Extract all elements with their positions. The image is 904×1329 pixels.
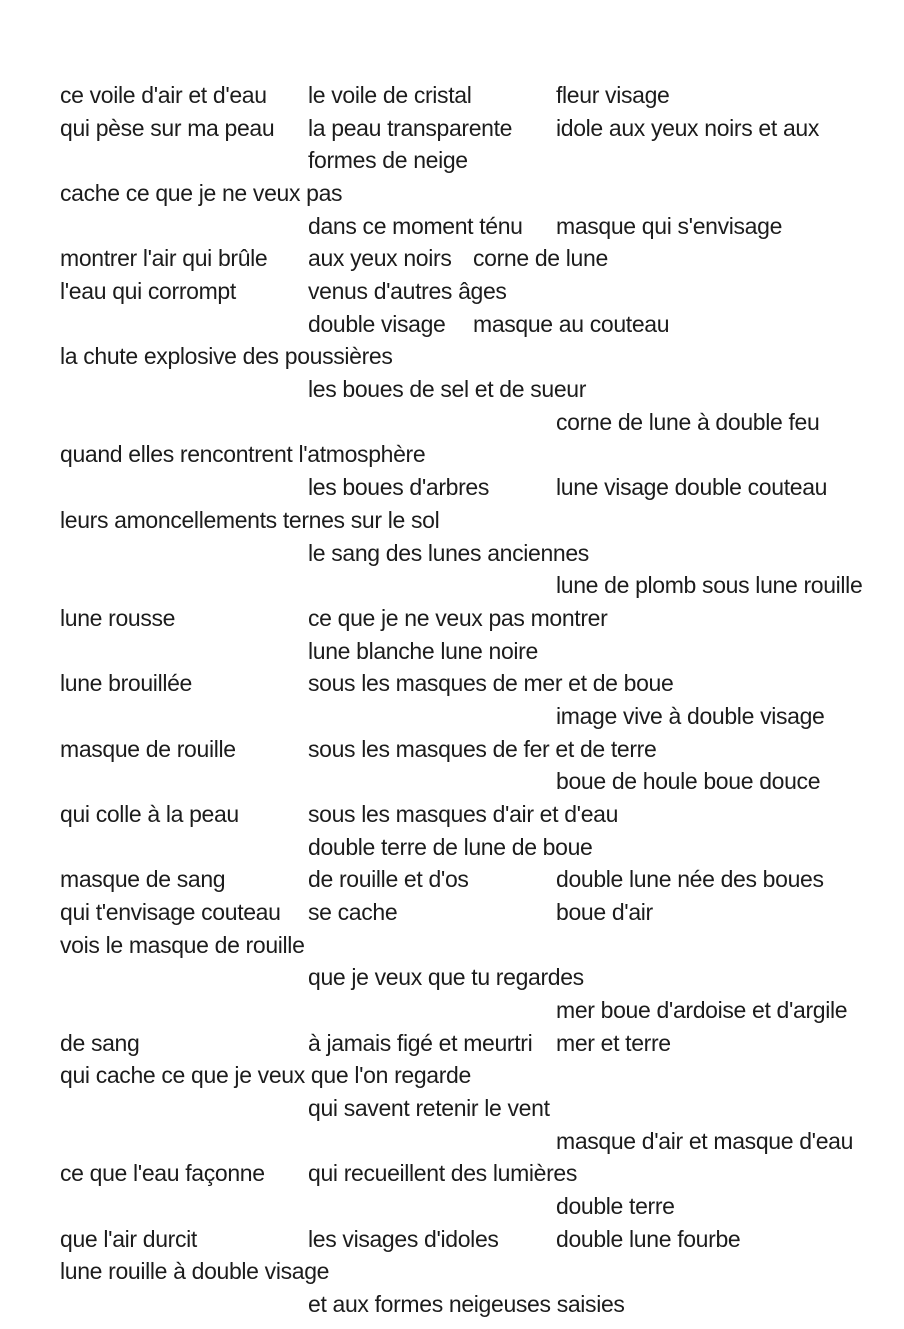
poem-line-segment: dans ce moment ténu [308,212,523,239]
poem-line [0,1159,904,1187]
poem-line-segment: que je veux que tu regardes [308,964,584,991]
poem-line [0,179,904,207]
poem-line-segment: qui colle à la peau [60,800,239,827]
poem-line-segment: double terre de lune de boue [308,833,593,860]
poem-line-segment: montrer l'air qui brûle [60,245,268,272]
poem-line-segment: formes de neige [308,147,468,174]
poem-line-segment: les visages d'idoles [308,1225,499,1252]
poem-line [0,81,904,109]
poem-line-segment: boue de houle boue douce [556,768,821,795]
poem-line-segment: mer boue d'ardoise et d'argile [556,997,848,1024]
poem-line-segment: et aux formes neigeuses saisies [308,1291,625,1318]
poem-line [0,1225,904,1253]
poem-line-segment: masque qui s'envisage [556,212,783,239]
poem-line-segment: double lune née des boues [556,866,824,893]
poem-line [0,931,904,959]
poem-line-segment: cache ce que je ne veux pas [60,180,343,207]
poem-line-segment: sous les masques de fer et de terre [308,735,657,762]
poem-line [0,865,904,893]
poem-line-segment: sous les masques de mer et de boue [308,670,674,697]
poem-line [0,996,904,1024]
poem-line-segment: corne de lune [473,245,608,272]
poem-line [0,702,904,730]
poem-line-segment: ce voile d'air et d'eau [60,82,267,108]
poem-line [0,1257,904,1285]
poem-line [0,604,904,632]
poem-line [0,767,904,795]
poem-line-segment: qui pèse sur ma peau [60,114,275,141]
poem-line-segment: double lune fourbe [556,1225,741,1252]
poem-line [0,277,904,305]
poem-line-segment: lune brouillée [60,670,192,697]
poem-line [0,669,904,697]
poem-line [0,1290,904,1318]
poem-line [0,1094,904,1122]
poem-line-segment: mer et terre [556,1029,671,1056]
poem-line-segment: masque de rouille [60,735,236,762]
poem-line-segment: masque de sang [60,866,226,893]
poem-line-segment: le voile de cristal [308,82,472,108]
poem-line-segment: lune visage double couteau [556,474,828,501]
poem-line-segment: de rouille et d'os [308,866,469,893]
poem-line-segment: ce que je ne veux pas montrer [308,604,608,631]
poem-line [0,963,904,991]
poem-line-segment: leurs amoncellements ternes sur le sol [60,506,440,533]
poem-line-segment: que l'air durcit [60,1225,197,1252]
poem-line-segment: masque d'air et masque d'eau [556,1127,854,1154]
poem-line-segment: les boues de sel et de sueur [308,376,587,403]
poem-line-segment: double visage [308,310,446,337]
poem-line [0,408,904,436]
poem-line-segment: qui t'envisage couteau [60,899,281,925]
poem-line [0,375,904,403]
poem-line [0,735,904,763]
poem-line-segment: corne de lune à double feu [556,408,820,435]
poem-line [0,1127,904,1155]
poem-line-segment: de sang [60,1029,140,1056]
poem-line-segment: lune de plomb sous lune rouille [556,572,863,599]
poem-line [0,146,904,174]
poem-line-segment: aux yeux noirs [308,245,452,272]
poem-line [0,244,904,272]
poem-line-segment: lune blanche lune noire [308,637,538,664]
poem-line-segment: lune rousse [60,604,176,631]
poem-line-segment: venus d'autres âges [308,278,507,305]
poem-line [0,1192,904,1220]
poem-line-segment: quand elles rencontrent l'atmosphère [60,441,426,468]
poem-line-segment: qui recueillent des lumières [308,1160,578,1187]
poem-line-segment: qui savent retenir le vent [308,1095,550,1122]
poem-line-segment: masque au couteau [473,310,670,337]
poem-line [0,1029,904,1057]
poem-line-segment: les boues d'arbres [308,474,490,501]
poem-line-segment: à jamais figé et meurtri [308,1029,533,1056]
poem-line [0,571,904,599]
poem-line-segment: ce que l'eau façonne [60,1160,265,1187]
poem-line [0,114,904,142]
poem-line-segment: idole aux yeux noirs et aux [556,114,820,141]
poem-line [0,342,904,370]
poem-line [0,800,904,828]
poem-line-segment: sous les masques d'air et d'eau [308,800,619,827]
poem-line-segment: se cache [308,899,398,925]
poem-line [0,898,904,926]
poem-line-segment: l'eau qui corrompt [60,278,236,305]
poem-line-segment: fleur visage [556,82,670,108]
poem-line [0,1061,904,1089]
poem-line [0,539,904,567]
poem-line [0,833,904,861]
poem-line [0,440,904,468]
poem-line [0,473,904,501]
poem-line-segment: le sang des lunes anciennes [308,539,589,566]
poem-line [0,506,904,534]
poem-line-segment: la chute explosive des poussières [60,343,393,370]
poem-line-segment: qui cache ce que je veux que l'on regarde [60,1062,471,1089]
poem-line-segment: la peau transparente [308,114,513,141]
poem-line [0,637,904,665]
poem-line-segment: lune rouille à double visage [60,1258,330,1285]
poem-line-segment: image vive à double visage [556,702,825,729]
poem-line [0,212,904,240]
poem-line [0,310,904,338]
poem-line-segment: vois le masque de rouille [60,931,305,958]
poem-line-segment: boue d'air [556,899,653,925]
poem-line-segment: double terre [556,1193,675,1220]
